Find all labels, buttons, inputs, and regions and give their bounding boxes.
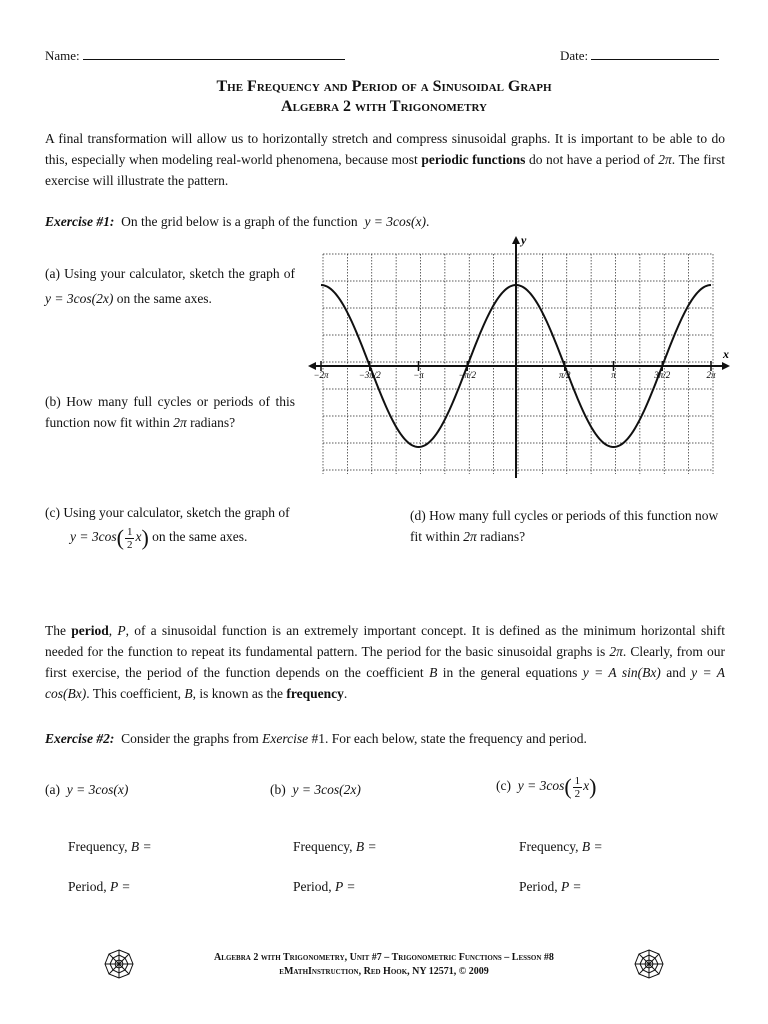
exercise1-part-d: (d) How many full cycles or periods of this function now fit within 2π radians? — [410, 508, 719, 544]
date-field — [560, 47, 719, 64]
period-c[interactable]: Period, P = — [519, 879, 582, 894]
y-axis-arrow — [512, 236, 520, 244]
exercise1-function: y = 3cos(x) — [364, 214, 427, 229]
exercise1-part-b: (b) How many full cycles or periods of this function now fit within 2π radians? — [45, 394, 295, 430]
exercise2-part-a: (a) y = 3cos(x) — [45, 782, 129, 797]
name-blank[interactable] — [83, 47, 345, 60]
x-tick-label: 3π/2 — [654, 370, 671, 380]
page-subtitle: Algebra 2 with Trigonometry — [281, 98, 487, 115]
exercise2-part-b: (b) y = 3cos(2x) — [270, 782, 361, 797]
exercise1-part-a: (a) Using your calculator, sketch the graph of y = 3cos(2x) on the same axes. — [45, 266, 296, 306]
exercise2-heading: Exercise #2: Consider the graphs from Exercise #1. For each below, state the frequency and period. — [45, 731, 587, 746]
x-tick-label: −π/2 — [458, 370, 477, 380]
frequency-a[interactable]: Frequency, B = — [68, 839, 152, 854]
name-field — [45, 47, 345, 64]
page-title: The Frequency and Period of a Sinusoidal Graph — [216, 78, 552, 95]
period-term: period — [71, 623, 109, 638]
date-blank[interactable] — [591, 47, 719, 60]
x-axis-label: x — [723, 347, 729, 361]
frequency-c[interactable]: Frequency, B = — [519, 839, 603, 854]
period-paragraph: The period, P, of a sinusoidal function is an extremely important concept. It is defined as the minimum horizontal shift needed for the function to repeat its fundamental pattern. The period for the basic sinusoidal graphs is 2π. Clearly, from our first exercise, the period of the function depends on the coefficient B in the general equations y = A sin(Bx) and y = A cos(Bx). This coefficient, B, is known as the frequency. — [45, 623, 726, 701]
x-tick-label: π — [611, 370, 616, 380]
period-a[interactable]: Period, P = — [68, 879, 131, 894]
x-axis-arrow — [722, 362, 730, 370]
x-axis-arrow-left — [308, 362, 316, 370]
x-tick-label: −3π/2 — [358, 370, 381, 380]
x-tick-label: π/2 — [558, 370, 571, 380]
exercise2-part-c: (c) y = 3cos( $\frac{1}{2}$ x) — [496, 774, 597, 800]
x-tick-label: 2π — [706, 370, 716, 380]
footer-line1: Algebra 2 with Trigonometry, Unit #7 – Trigonometric Functions – Lesson #8 — [214, 952, 554, 963]
period-b[interactable]: Period, P = — [293, 879, 356, 894]
x-tick-label: −π — [413, 370, 424, 380]
frequency-term: frequency — [286, 686, 344, 701]
exercise1-part-c: (c) Using your calculator, sketch the graph of y = 3cos( $\frac{1}{2}$ x) on the same axes. — [45, 505, 290, 551]
exercise1-heading: Exercise #1: On the grid below is a graph of the function y = 3cos(x). — [45, 214, 430, 229]
graph-grid — [323, 254, 713, 474]
y-axis-label: y — [521, 233, 527, 247]
cosine-graph — [300, 232, 740, 482]
frequency-b[interactable]: Frequency, B = — [293, 839, 377, 854]
name-label: Name: — [45, 48, 80, 63]
periodic-functions-term: periodic functions — [421, 152, 526, 167]
footer-line2: eMathInstruction, Red Hook, NY 12571, © 2009 — [279, 966, 489, 977]
x-tick-label: −2π — [313, 370, 329, 380]
intro-paragraph: A final transformation will allow us to horizontally stretch and compress sinusoidal graphs. It is important to be able to do this, especially when modeling real-world phenomena, because most periodic functions do not have a period of 2π. The first exercise will illustrate the pattern. — [45, 131, 725, 188]
date-label: Date: — [560, 48, 589, 63]
